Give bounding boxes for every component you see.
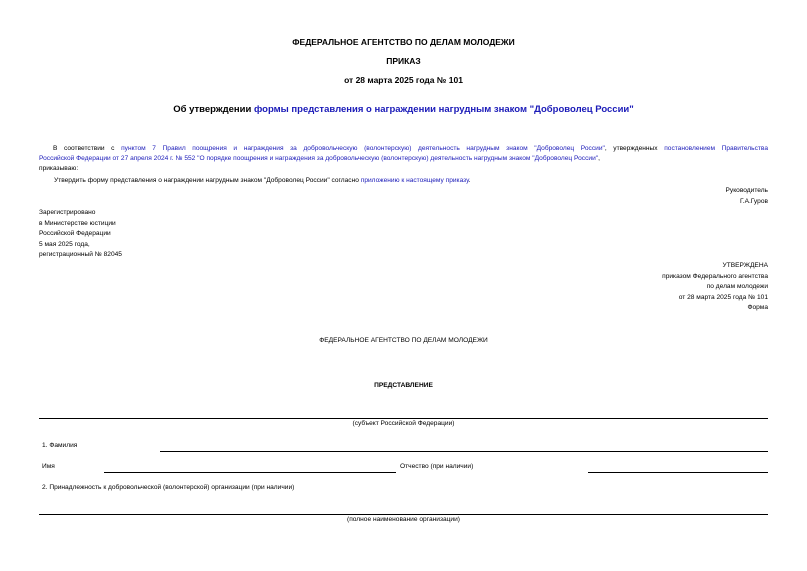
p1-text-b: , утвержденных [604, 145, 665, 152]
surname-label: 1. Фамилия [42, 442, 78, 449]
registration-line: Российской Федерации [39, 230, 111, 237]
form-title: ПРЕДСТАВЛЕНИЕ [374, 382, 433, 389]
organization-caption: (полное наименование организации) [347, 516, 460, 523]
approval-line: приказом Федерального агентства [662, 272, 768, 280]
patronymic-label: Отчество (при наличии) [400, 463, 474, 470]
patronymic-field[interactable] [588, 472, 768, 473]
decree-link-part-1[interactable]: постановлением Правительства [664, 145, 768, 152]
approval-block [662, 261, 768, 314]
decree-link-part-2[interactable]: Российской Федерации от 27 апреля 2024 г. № 552 "О порядке поощрения и награждения за добровольческую (волонтерскую) деятельность нагрудным знаком "Доброволец России" [39, 155, 599, 162]
signature-name: Г.А.Гуров [739, 198, 768, 205]
p1-text-c: , [598, 155, 600, 162]
registration-line: регистрационный № 82045 [39, 251, 122, 258]
paragraph-1-line-1 [39, 144, 768, 155]
surname-field[interactable] [160, 451, 768, 452]
order-title [0, 104, 807, 115]
agency-heading: ФЕДЕРАЛЬНОЕ АГЕНТСТВО ПО ДЕЛАМ МОЛОДЕЖИ [292, 37, 515, 47]
appendix-link[interactable]: приложению к настоящему приказу [360, 177, 469, 184]
paragraph-2 [54, 176, 471, 187]
p2-text-a: Утвердить форму представления о награждении нагрудным знаком "Доброволец России" согласно [54, 177, 361, 184]
p1-text-a: В соответствии с [53, 145, 122, 152]
approval-line: от 28 марта 2025 года № 101 [678, 293, 768, 301]
registration-line: 5 мая 2025 года, [39, 240, 90, 248]
name-field[interactable] [104, 472, 396, 473]
order-word: приказываю: [39, 165, 79, 172]
title-prefix: Об утверждении [173, 104, 254, 115]
organization-label: 2. Принадлежность к добровольческой (волонтерской) организации (при наличии) [42, 484, 295, 491]
signature-role: Руководитель [725, 187, 768, 194]
approval-line: Форма [747, 304, 768, 311]
registration-line: в Министерстве юстиции [39, 219, 116, 227]
order-date-number: от 28 марта 2025 года № 101 [344, 75, 463, 85]
approval-line: по делам молодежи [706, 283, 768, 290]
paragraph-1-line-2 [39, 154, 768, 165]
name-label: Имя [42, 463, 55, 470]
subject-caption: (субъект Российской Федерации) [352, 420, 455, 427]
registration-block [39, 208, 122, 261]
form-agency: ФЕДЕРАЛЬНОЕ АГЕНТСТВО ПО ДЕЛАМ МОЛОДЕЖИ [319, 337, 488, 344]
registration-line: Зарегистрировано [39, 209, 96, 216]
approval-line: УТВЕРЖДЕНА [722, 262, 768, 269]
title-link[interactable]: формы представления о награждении нагрудным знаком "Доброволец России" [253, 104, 634, 115]
rules-link[interactable]: пунктом 7 Правил поощрения и награждения за добровольческую (волонтерскую) деятельность нагрудным знаком "Доброволец России" [121, 145, 605, 152]
p2-text-b: . [468, 177, 471, 184]
document-type: ПРИКАЗ [386, 56, 421, 66]
